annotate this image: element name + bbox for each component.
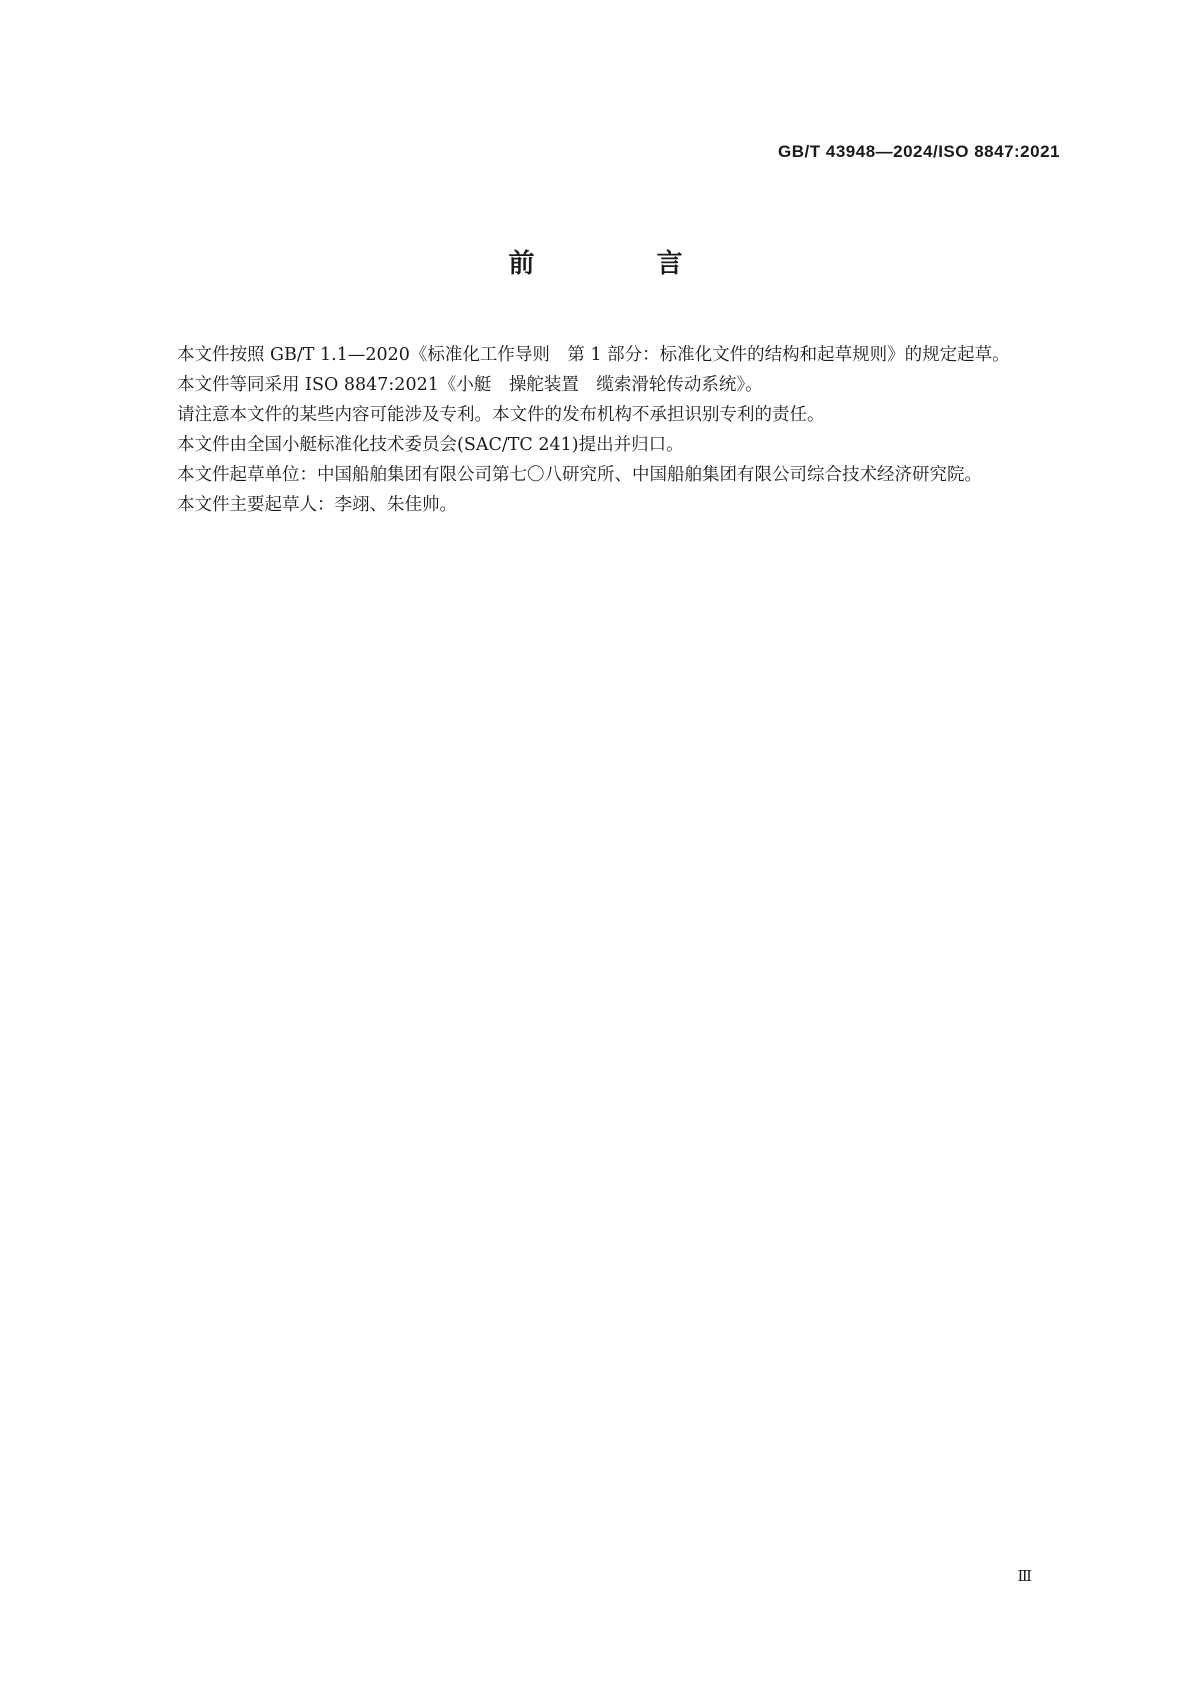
paragraph-drafting-rules: 本文件按照 GB/T 1.1—2020《标准化工作导则 第 1 部分：标准化文件的结构和起草规则》的规定起草。 — [177, 345, 1010, 365]
page-number: Ⅲ — [1017, 1567, 1031, 1585]
standard-code-header: GB/T 43948—2024/ISO 8847:2021 — [778, 142, 1060, 161]
paragraph-adoption: 本文件等同采用 ISO 8847:2021《小艇 操舵装置 缆索滑轮传动系统》。 — [177, 375, 763, 395]
paragraph-drafters: 本文件主要起草人：李翊、朱佳帅。 — [177, 495, 457, 515]
section-title: 前 言 — [508, 249, 731, 279]
foreword-body — [142, 340, 1060, 520]
paragraph-patent-notice: 请注意本文件的某些内容可能涉及专利。本文件的发布机构不承担识别专利的责任。 — [177, 405, 825, 425]
paragraph-proposer: 本文件由全国小艇标准化技术委员会(SAC/TC 241)提出并归口。 — [177, 435, 684, 455]
paragraph-drafting-units: 本文件起草单位：中国船舶集团有限公司第七〇八研究所、中国船舶集团有限公司综合技术经济研究院。 — [177, 465, 982, 485]
